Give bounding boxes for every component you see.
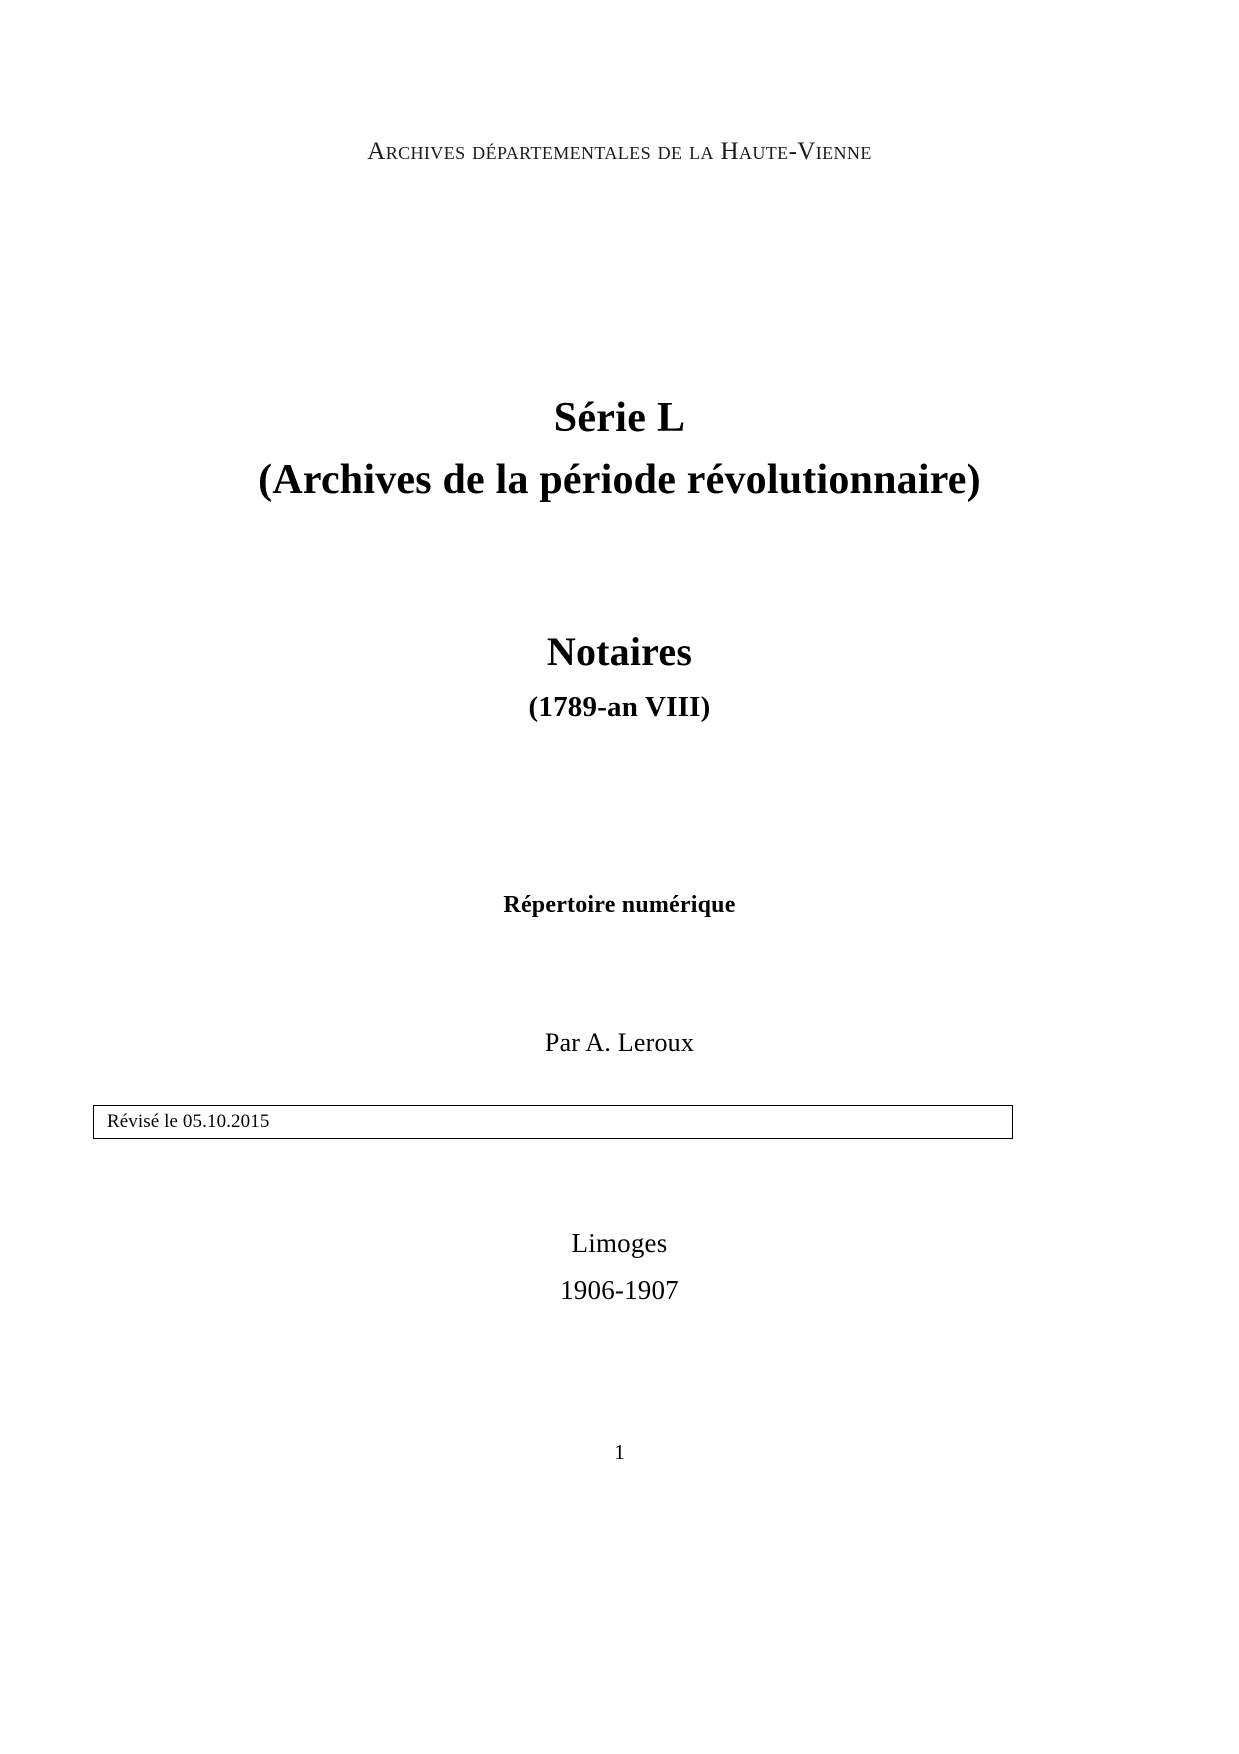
subject-block [0, 628, 1239, 724]
page-number: 1 [614, 1440, 625, 1464]
document-author: Par A. Leroux [544, 1028, 695, 1057]
imprint-city: Limoges [571, 1228, 668, 1258]
title-block [0, 392, 1239, 508]
document-subject-dates: (1789-an VIII) [528, 691, 711, 723]
revision-box [93, 1105, 1013, 1139]
document-kind: Répertoire numérique [503, 892, 736, 918]
revision-date-text: Révisé le 05.10.2015 [107, 1111, 270, 1132]
document-title-primary: Série L [553, 395, 686, 441]
imprint-years: 1906-1907 [560, 1275, 679, 1305]
institution-header: Archives départementales de la Haute-Vienne [367, 138, 872, 165]
document-subject: Notaires [546, 629, 693, 674]
imprint-block [0, 1228, 1239, 1306]
document-title-secondary: (Archives de la période révolutionnaire) [258, 456, 981, 503]
